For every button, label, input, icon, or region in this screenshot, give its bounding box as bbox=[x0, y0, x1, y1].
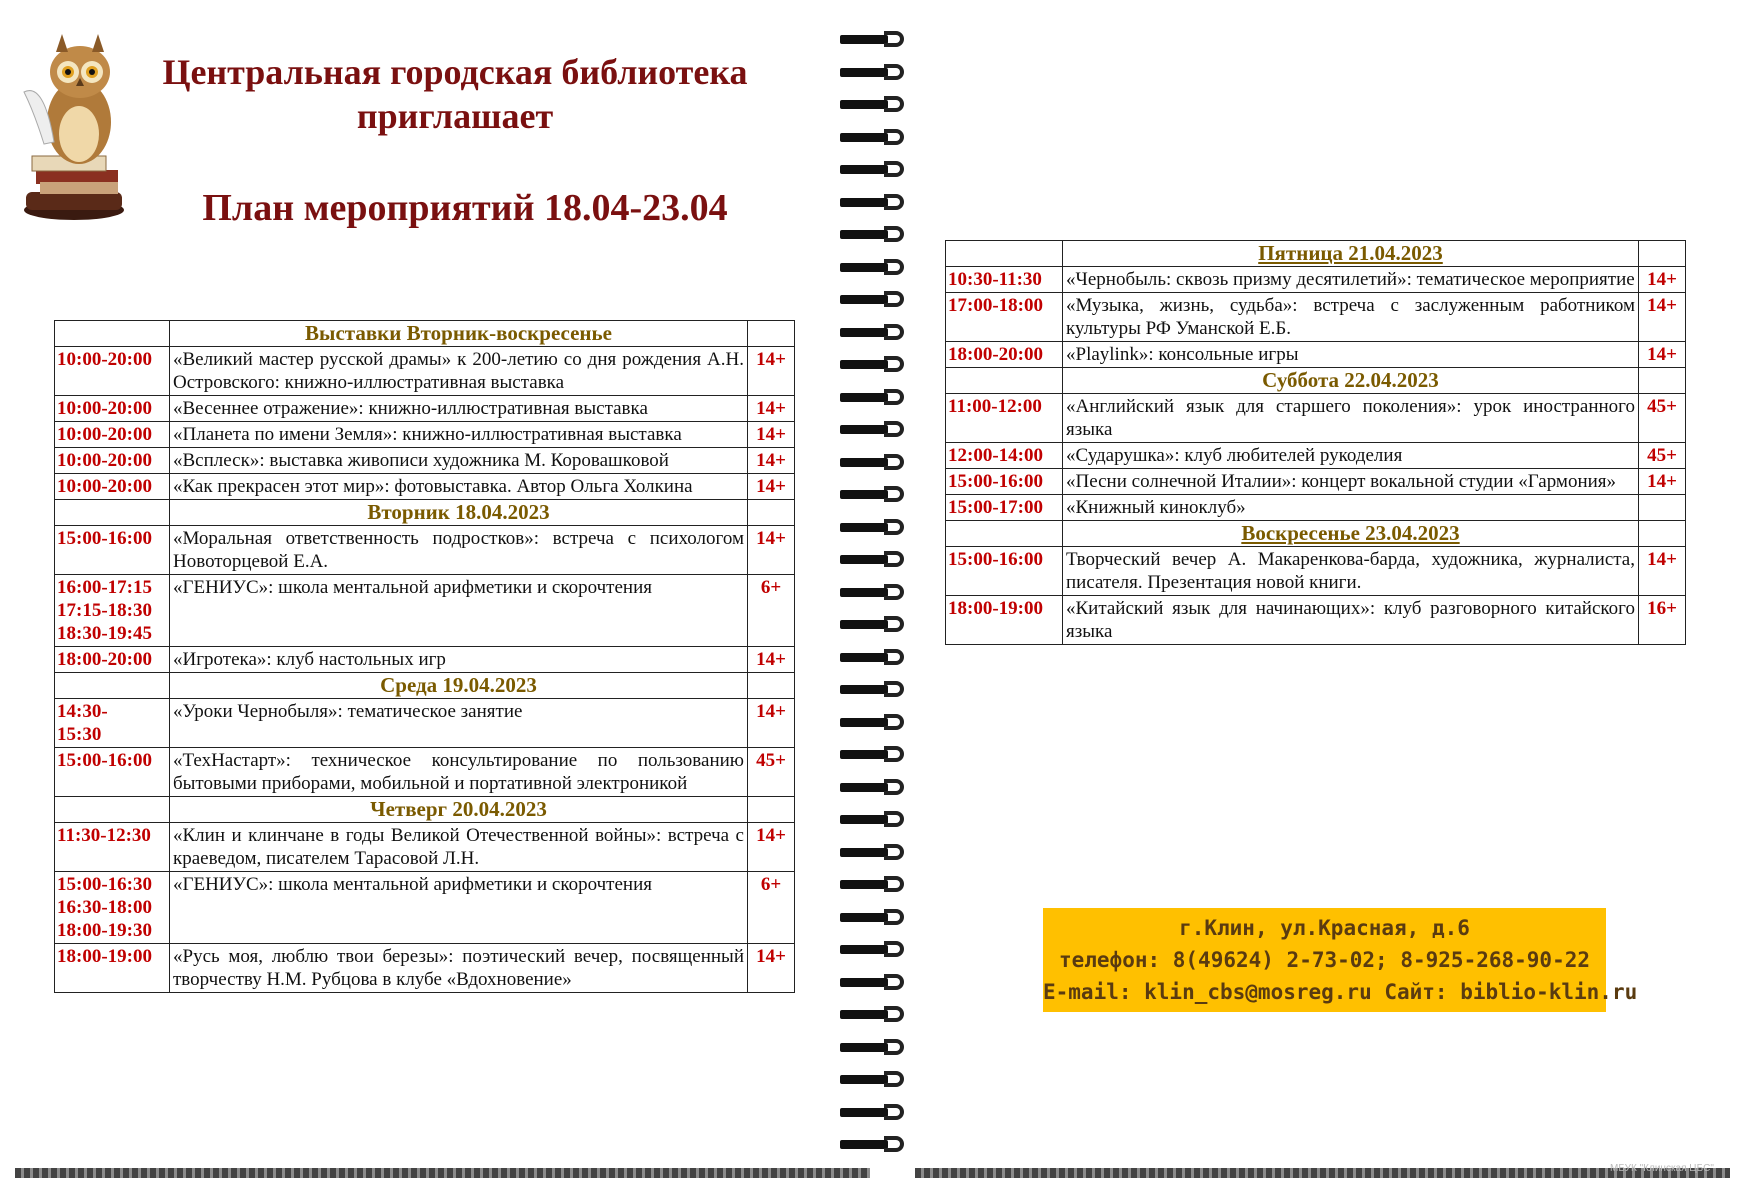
heading-empty-cell bbox=[55, 797, 170, 823]
event-row bbox=[55, 823, 795, 872]
event-row bbox=[55, 944, 795, 993]
page-title bbox=[140, 50, 770, 138]
event-time-slot: 17:15-18:30 bbox=[57, 600, 152, 621]
event-age-rating: 45+ bbox=[1639, 443, 1686, 469]
right-page-bottom-edge bbox=[915, 1168, 1730, 1178]
heading-empty-cell bbox=[946, 368, 1063, 394]
event-description: «Русь моя, люблю твои березы»: поэтический вечер, посвященный творчеству Н.М. Рубцова в клубе «Вдохновение» bbox=[170, 944, 748, 993]
event-age-rating bbox=[1639, 495, 1686, 521]
event-age-rating: 14+ bbox=[748, 474, 795, 500]
heading-empty-cell bbox=[748, 321, 795, 347]
spiral-coil bbox=[840, 30, 912, 48]
section-heading-text: Пятница 21.04.2023 bbox=[1258, 241, 1443, 265]
event-time-slot: 15:00-17:00 bbox=[948, 497, 1043, 518]
event-row bbox=[946, 342, 1686, 368]
event-description: «ТехНастарт»: техническое консультирование по пользованию бытовыми приборами, мобильной и портативной электроникой bbox=[170, 748, 748, 797]
section-heading-row bbox=[946, 521, 1686, 547]
event-age-rating: 14+ bbox=[1639, 547, 1686, 596]
event-age-rating: 6+ bbox=[748, 575, 795, 647]
event-description: «Весеннее отражение»: книжно-иллюстративная выставка bbox=[170, 396, 748, 422]
event-row bbox=[55, 748, 795, 797]
spiral-coil bbox=[840, 875, 912, 893]
spiral-coil bbox=[840, 1070, 912, 1088]
spiral-coil bbox=[840, 95, 912, 113]
event-description: «Как прекрасен этот мир»: фотовыставка. Автор Ольга Холкина bbox=[170, 474, 748, 500]
spiral-coil bbox=[840, 615, 912, 633]
event-age-rating: 14+ bbox=[748, 448, 795, 474]
event-row bbox=[946, 469, 1686, 495]
section-heading-text: Выставки Вторник-воскресенье bbox=[305, 321, 612, 345]
event-time bbox=[946, 267, 1063, 293]
event-time-slot: 15:00-16:30 bbox=[57, 874, 152, 895]
spiral-coil bbox=[840, 290, 912, 308]
section-heading-text: Суббота 22.04.2023 bbox=[1262, 368, 1439, 392]
event-description: «ГЕНИУС»: школа ментальной арифметики и скорочтения bbox=[170, 575, 748, 647]
event-time-slot: 11:00-12:00 bbox=[948, 396, 1042, 417]
event-age-rating: 14+ bbox=[748, 823, 795, 872]
event-time-slot: 18:00-19:00 bbox=[948, 598, 1043, 619]
section-heading-text: Воскресенье 23.04.2023 bbox=[1241, 521, 1460, 545]
event-age-rating: 14+ bbox=[748, 422, 795, 448]
event-description: «Моральная ответственность подростков»: встреча с психологом Новоторцевой Е.А. bbox=[170, 526, 748, 575]
event-row bbox=[55, 575, 795, 647]
event-row bbox=[55, 526, 795, 575]
event-time-slot: 10:00-20:00 bbox=[57, 450, 152, 471]
heading-empty-cell bbox=[1639, 521, 1686, 547]
spiral-coil bbox=[840, 648, 912, 666]
event-time bbox=[946, 547, 1063, 596]
event-age-rating: 14+ bbox=[748, 944, 795, 993]
spiral-coil bbox=[840, 550, 912, 568]
spiral-binding bbox=[840, 30, 912, 1170]
event-description: «Книжный киноклуб» bbox=[1063, 495, 1639, 521]
event-row bbox=[55, 347, 795, 396]
section-heading-row bbox=[946, 241, 1686, 267]
event-age-rating: 14+ bbox=[1639, 267, 1686, 293]
heading-empty-cell bbox=[1639, 368, 1686, 394]
event-row bbox=[946, 495, 1686, 521]
event-time bbox=[946, 394, 1063, 443]
event-time-slot: 18:00-20:00 bbox=[57, 649, 152, 670]
section-heading-text: Четверг 20.04.2023 bbox=[370, 797, 547, 821]
event-description: «Игротека»: клуб настольных игр bbox=[170, 647, 748, 673]
event-time bbox=[946, 469, 1063, 495]
event-description: «Всплеск»: выставка живописи художника М. Коровашковой bbox=[170, 448, 748, 474]
event-row bbox=[55, 872, 795, 944]
heading-empty-cell bbox=[55, 673, 170, 699]
event-age-rating: 14+ bbox=[748, 699, 795, 748]
event-time-slot: 10:30-11:30 bbox=[948, 269, 1042, 290]
event-time-slot: 10:00-20:00 bbox=[57, 424, 152, 445]
heading-empty-cell bbox=[748, 500, 795, 526]
spiral-coil bbox=[840, 160, 912, 178]
spiral-coil bbox=[840, 778, 912, 796]
spiral-coil bbox=[840, 485, 912, 503]
spiral-coil bbox=[840, 63, 912, 81]
spiral-coil bbox=[840, 713, 912, 731]
spiral-coil bbox=[840, 388, 912, 406]
event-time-slot: 14:30- bbox=[57, 701, 108, 722]
event-age-rating: 14+ bbox=[1639, 469, 1686, 495]
spiral-coil bbox=[840, 1135, 912, 1153]
event-age-rating: 14+ bbox=[748, 347, 795, 396]
event-age-rating: 14+ bbox=[748, 396, 795, 422]
event-time bbox=[55, 448, 170, 474]
event-description: «Уроки Чернобыля»: тематическое занятие bbox=[170, 699, 748, 748]
contact-phone: телефон: 8(49624) 2-73-02; 8-925-268-90-22 bbox=[1058, 948, 1590, 972]
section-heading bbox=[1063, 241, 1639, 267]
event-time bbox=[55, 396, 170, 422]
spiral-coil bbox=[840, 680, 912, 698]
event-time bbox=[946, 443, 1063, 469]
event-time-slot: 18:00-19:30 bbox=[57, 920, 152, 941]
section-heading bbox=[170, 321, 748, 347]
event-age-rating: 14+ bbox=[1639, 342, 1686, 368]
event-row bbox=[55, 422, 795, 448]
section-heading-row bbox=[55, 797, 795, 823]
event-time-slot: 18:30-19:45 bbox=[57, 623, 152, 644]
heading-empty-cell bbox=[946, 241, 1063, 267]
section-heading-row bbox=[946, 368, 1686, 394]
event-time-slot: 15:00-16:00 bbox=[948, 549, 1043, 570]
spiral-coil bbox=[840, 843, 912, 861]
event-row bbox=[946, 596, 1686, 645]
heading-empty-cell bbox=[748, 673, 795, 699]
event-time-slot: 18:00-19:00 bbox=[57, 946, 152, 967]
spiral-coil bbox=[840, 908, 912, 926]
section-heading bbox=[170, 673, 748, 699]
section-heading bbox=[170, 797, 748, 823]
event-time-slot: 10:00-20:00 bbox=[57, 476, 152, 497]
event-time bbox=[55, 944, 170, 993]
event-description: «Планета по имени Земля»: книжно-иллюстративная выставка bbox=[170, 422, 748, 448]
heading-empty-cell bbox=[946, 521, 1063, 547]
spiral-coil bbox=[840, 258, 912, 276]
event-time bbox=[55, 748, 170, 797]
section-heading-row bbox=[55, 321, 795, 347]
event-row bbox=[946, 293, 1686, 342]
spiral-coil bbox=[840, 940, 912, 958]
event-row bbox=[55, 699, 795, 748]
spiral-coil bbox=[840, 420, 912, 438]
event-age-rating: 6+ bbox=[748, 872, 795, 944]
event-row bbox=[55, 396, 795, 422]
spiral-coil bbox=[840, 225, 912, 243]
spiral-coil bbox=[840, 745, 912, 763]
event-age-rating: 16+ bbox=[1639, 596, 1686, 645]
left-schedule-table bbox=[54, 320, 795, 993]
spiral-coil bbox=[840, 1103, 912, 1121]
event-time-slot: 15:00-16:00 bbox=[948, 471, 1043, 492]
event-time-slot: 15:00-16:00 bbox=[57, 528, 152, 549]
spiral-coil bbox=[840, 583, 912, 601]
event-description: «Английский язык для старшего поколения»: урок иностранного языка bbox=[1063, 394, 1639, 443]
event-time bbox=[946, 342, 1063, 368]
spiral-coil bbox=[840, 518, 912, 536]
plan-title: План мероприятий 18.04-23.04 bbox=[202, 187, 728, 229]
heading-empty-cell bbox=[1639, 241, 1686, 267]
owl-figurine-icon bbox=[14, 22, 126, 222]
section-heading-row bbox=[55, 500, 795, 526]
event-time bbox=[946, 293, 1063, 342]
event-time-slot: 16:00-17:15 bbox=[57, 577, 152, 598]
event-time bbox=[55, 699, 170, 748]
title-line-2: приглашает bbox=[356, 96, 554, 136]
event-time bbox=[55, 422, 170, 448]
event-time bbox=[55, 474, 170, 500]
event-time-slot: 16:30-18:00 bbox=[57, 897, 152, 918]
event-row bbox=[946, 394, 1686, 443]
event-description: «Музыка, жизнь, судьба»: встреча с заслуженным работником культуры РФ Уманской Е.Б. bbox=[1063, 293, 1639, 342]
event-age-rating: 14+ bbox=[748, 647, 795, 673]
event-time-slot: 10:00-20:00 bbox=[57, 398, 152, 419]
event-row bbox=[55, 474, 795, 500]
left-page-bottom-edge bbox=[15, 1168, 870, 1178]
event-row bbox=[946, 443, 1686, 469]
event-time bbox=[55, 647, 170, 673]
spiral-coil bbox=[840, 1038, 912, 1056]
spiral-coil bbox=[840, 323, 912, 341]
section-heading-text: Среда 19.04.2023 bbox=[380, 673, 537, 697]
spiral-coil bbox=[840, 810, 912, 828]
contact-email-site: E-mail: klin_cbs@mosreg.ru Сайт: biblio-klin.ru bbox=[1043, 980, 1638, 1004]
section-heading bbox=[1063, 368, 1639, 394]
title-line-1: Центральная городская библиотека bbox=[162, 52, 748, 92]
event-age-rating: 45+ bbox=[748, 748, 795, 797]
section-heading bbox=[1063, 521, 1639, 547]
event-age-rating: 14+ bbox=[1639, 293, 1686, 342]
event-description: «ГЕНИУС»: школа ментальной арифметики и скорочтения bbox=[170, 872, 748, 944]
event-description: «Песни солнечной Италии»: концерт вокальной студии «Гармония» bbox=[1063, 469, 1639, 495]
contact-address: г.Клин, ул.Красная, д.6 bbox=[1179, 916, 1470, 940]
event-time bbox=[55, 575, 170, 647]
event-time-slot: 15:00-16:00 bbox=[57, 750, 152, 771]
contact-box bbox=[1043, 908, 1638, 1012]
watermark: МБУК "Клинская ЦБС" bbox=[1610, 1163, 1714, 1174]
spiral-coil bbox=[840, 128, 912, 146]
event-time bbox=[55, 347, 170, 396]
event-description: «Великий мастер русской драмы» к 200-летию со дня рождения А.Н. Островского: книжно-иллюстративная выставка bbox=[170, 347, 748, 396]
event-age-rating: 14+ bbox=[748, 526, 795, 575]
event-time-slot: 11:30-12:30 bbox=[57, 825, 151, 846]
event-time-slot: 10:00-20:00 bbox=[57, 349, 152, 370]
event-time bbox=[55, 526, 170, 575]
heading-empty-cell bbox=[55, 321, 170, 347]
event-time bbox=[946, 495, 1063, 521]
event-row bbox=[946, 267, 1686, 293]
event-time bbox=[55, 872, 170, 944]
event-row bbox=[55, 448, 795, 474]
event-description: «Китайский язык для начинающих»: клуб разговорного китайского языка bbox=[1063, 596, 1639, 645]
spiral-coil bbox=[840, 1005, 912, 1023]
event-time-slot: 15:30 bbox=[57, 724, 102, 745]
event-description: «Сударушка»: клуб любителей рукоделия bbox=[1063, 443, 1639, 469]
event-time-slot: 17:00-18:00 bbox=[948, 295, 1043, 316]
event-age-rating: 45+ bbox=[1639, 394, 1686, 443]
event-time bbox=[55, 823, 170, 872]
event-time-slot: 18:00-20:00 bbox=[948, 344, 1043, 365]
section-heading-text: Вторник 18.04.2023 bbox=[367, 500, 550, 524]
spiral-coil bbox=[840, 453, 912, 471]
event-description: «Чернобыль: сквозь призму десятилетий»: тематическое мероприятие bbox=[1063, 267, 1639, 293]
event-description: Творческий вечер А. Макаренкова-барда, художника, журналиста, писателя. Презентация новой книги. bbox=[1063, 547, 1639, 596]
heading-empty-cell bbox=[55, 500, 170, 526]
spiral-coil bbox=[840, 355, 912, 373]
heading-empty-cell bbox=[748, 797, 795, 823]
spiral-coil bbox=[840, 193, 912, 211]
section-heading bbox=[170, 500, 748, 526]
event-time-slot: 12:00-14:00 bbox=[948, 445, 1043, 466]
right-schedule-table bbox=[945, 240, 1686, 645]
spiral-coil bbox=[840, 973, 912, 991]
section-heading-row bbox=[55, 673, 795, 699]
event-row bbox=[946, 547, 1686, 596]
event-time bbox=[946, 596, 1063, 645]
event-description: «Playlink»: консольные игры bbox=[1063, 342, 1639, 368]
event-description: «Клин и клинчане в годы Великой Отечественной войны»: встреча с краеведом, писателем Тарасовой Л.Н. bbox=[170, 823, 748, 872]
event-row bbox=[55, 647, 795, 673]
